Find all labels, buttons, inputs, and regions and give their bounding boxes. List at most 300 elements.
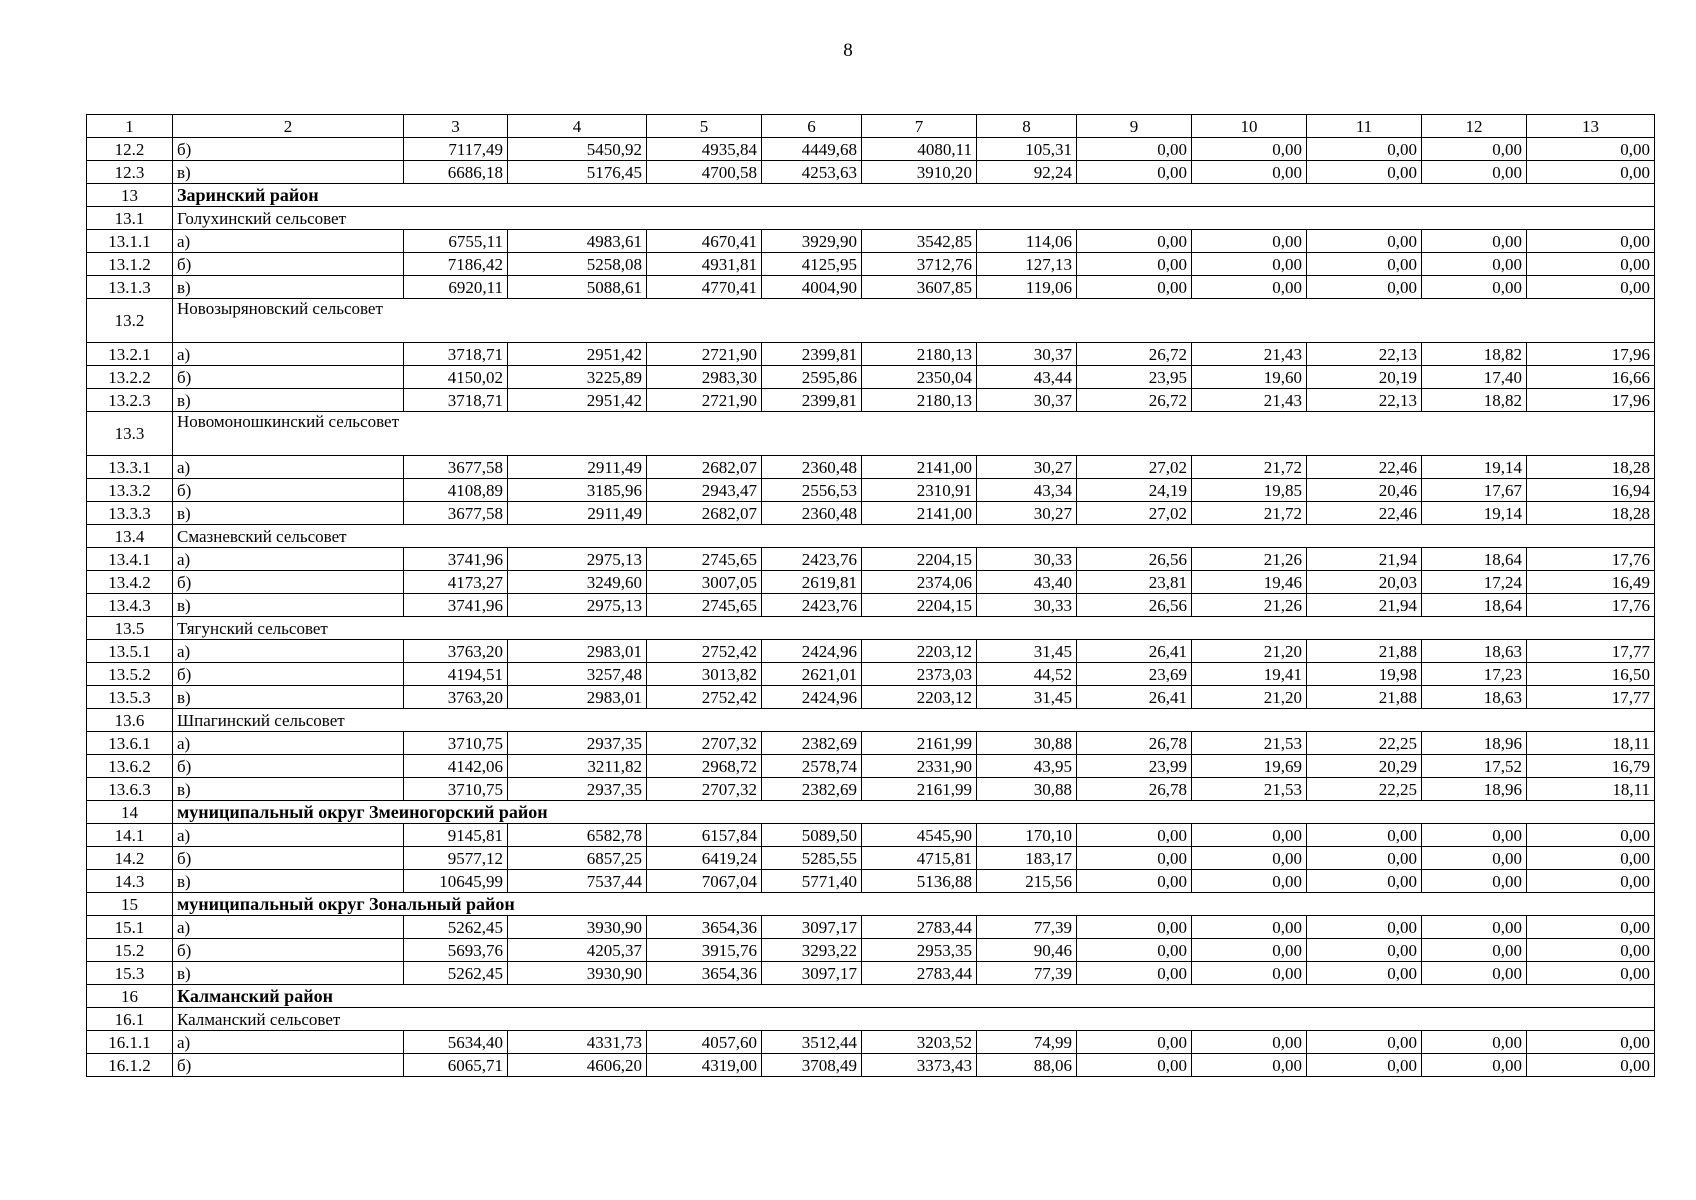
table-row (87, 939, 1655, 962)
table-row (87, 824, 1655, 847)
header-cell: 4 (508, 115, 647, 138)
value-cell: 183,17 (977, 847, 1077, 870)
value-cell: 43,44 (977, 366, 1077, 389)
value-cell: 2424,96 (762, 686, 862, 709)
value-cell: 2423,76 (762, 548, 862, 571)
value-cell: 0,00 (1077, 916, 1192, 939)
value-cell: 6157,84 (647, 824, 762, 847)
value-cell: 0,00 (1077, 824, 1192, 847)
section-title-cell: Калманский район (173, 985, 1655, 1008)
value-cell: 4194,51 (404, 663, 508, 686)
value-cell: 2399,81 (762, 343, 862, 366)
value-cell: 3741,96 (404, 594, 508, 617)
row-number-cell: 13.3.1 (87, 456, 173, 479)
value-cell: 2783,44 (862, 962, 977, 985)
value-cell: 24,19 (1077, 479, 1192, 502)
row-number-cell: 13.5.3 (87, 686, 173, 709)
row-number-cell: 14.3 (87, 870, 173, 893)
value-cell: 30,33 (977, 594, 1077, 617)
tariff-table (86, 114, 1655, 1077)
value-cell: 3257,48 (508, 663, 647, 686)
value-cell: 0,00 (1527, 276, 1655, 299)
table-row (87, 962, 1655, 985)
row-name-cell: в) (173, 276, 404, 299)
value-cell: 74,99 (977, 1031, 1077, 1054)
value-cell: 22,13 (1307, 343, 1422, 366)
row-name-cell: в) (173, 594, 404, 617)
row-number-cell: 13.4.2 (87, 571, 173, 594)
value-cell: 0,00 (1527, 962, 1655, 985)
value-cell: 26,41 (1077, 640, 1192, 663)
value-cell: 23,99 (1077, 755, 1192, 778)
row-number-cell: 16 (87, 985, 173, 1008)
value-cell: 31,45 (977, 640, 1077, 663)
table-row (87, 230, 1655, 253)
table-row (87, 686, 1655, 709)
table-row (87, 389, 1655, 412)
value-cell: 3710,75 (404, 778, 508, 801)
value-cell: 16,49 (1527, 571, 1655, 594)
subsection-row (87, 412, 1655, 456)
value-cell: 4080,11 (862, 138, 977, 161)
value-cell: 20,19 (1307, 366, 1422, 389)
table-row (87, 640, 1655, 663)
value-cell: 26,56 (1077, 548, 1192, 571)
value-cell: 4108,89 (404, 479, 508, 502)
row-name-cell: в) (173, 389, 404, 412)
row-number-cell: 14 (87, 801, 173, 824)
table-row (87, 502, 1655, 525)
row-number-cell: 13.1.1 (87, 230, 173, 253)
row-number-cell: 13.3.3 (87, 502, 173, 525)
value-cell: 0,00 (1527, 1054, 1655, 1077)
table-row (87, 870, 1655, 893)
value-cell: 0,00 (1422, 939, 1527, 962)
value-cell: 4449,68 (762, 138, 862, 161)
value-cell: 30,33 (977, 548, 1077, 571)
value-cell: 2180,13 (862, 389, 977, 412)
value-cell: 17,96 (1527, 389, 1655, 412)
value-cell: 17,77 (1527, 640, 1655, 663)
value-cell: 2204,15 (862, 548, 977, 571)
value-cell: 2203,12 (862, 640, 977, 663)
value-cell: 6065,71 (404, 1054, 508, 1077)
row-number-cell: 13.3 (87, 412, 173, 456)
value-cell: 77,39 (977, 916, 1077, 939)
value-cell: 7067,04 (647, 870, 762, 893)
row-name-cell: в) (173, 778, 404, 801)
value-cell: 2382,69 (762, 778, 862, 801)
table-row (87, 479, 1655, 502)
row-name-cell: а) (173, 456, 404, 479)
value-cell: 19,69 (1192, 755, 1307, 778)
value-cell: 0,00 (1307, 230, 1422, 253)
value-cell: 3741,96 (404, 548, 508, 571)
row-number-cell: 15 (87, 893, 173, 916)
value-cell: 4931,81 (647, 253, 762, 276)
row-name-cell: а) (173, 732, 404, 755)
value-cell: 0,00 (1192, 962, 1307, 985)
value-cell: 0,00 (1307, 161, 1422, 184)
value-cell: 2975,13 (508, 548, 647, 571)
value-cell: 2951,42 (508, 389, 647, 412)
value-cell: 9145,81 (404, 824, 508, 847)
value-cell: 2310,91 (862, 479, 977, 502)
value-cell: 0,00 (1422, 138, 1527, 161)
value-cell: 2331,90 (862, 755, 977, 778)
row-name-cell: а) (173, 916, 404, 939)
value-cell: 0,00 (1192, 138, 1307, 161)
value-cell: 3512,44 (762, 1031, 862, 1054)
value-cell: 0,00 (1422, 253, 1527, 276)
value-cell: 0,00 (1077, 870, 1192, 893)
value-cell: 18,64 (1422, 594, 1527, 617)
row-name-cell: б) (173, 663, 404, 686)
value-cell: 4983,61 (508, 230, 647, 253)
value-cell: 19,60 (1192, 366, 1307, 389)
header-cell: 3 (404, 115, 508, 138)
value-cell: 30,37 (977, 389, 1077, 412)
value-cell: 2983,30 (647, 366, 762, 389)
value-cell: 2707,32 (647, 732, 762, 755)
value-cell: 19,41 (1192, 663, 1307, 686)
value-cell: 2374,06 (862, 571, 977, 594)
value-cell: 0,00 (1307, 962, 1422, 985)
value-cell: 0,00 (1077, 1054, 1192, 1077)
value-cell: 18,82 (1422, 343, 1527, 366)
section-row (87, 893, 1655, 916)
value-cell: 27,02 (1077, 456, 1192, 479)
value-cell: 2619,81 (762, 571, 862, 594)
value-cell: 3249,60 (508, 571, 647, 594)
value-cell: 31,45 (977, 686, 1077, 709)
value-cell: 4004,90 (762, 276, 862, 299)
value-cell: 22,46 (1307, 456, 1422, 479)
row-name-cell: в) (173, 870, 404, 893)
page-number: 8 (843, 40, 853, 61)
subsection-row (87, 525, 1655, 548)
header-cell: 5 (647, 115, 762, 138)
row-number-cell: 13.2.1 (87, 343, 173, 366)
value-cell: 0,00 (1077, 230, 1192, 253)
value-cell: 0,00 (1422, 824, 1527, 847)
row-name-cell: б) (173, 847, 404, 870)
value-cell: 3930,90 (508, 962, 647, 985)
value-cell: 5258,08 (508, 253, 647, 276)
value-cell: 18,63 (1422, 640, 1527, 663)
value-cell: 2141,00 (862, 456, 977, 479)
header-cell: 9 (1077, 115, 1192, 138)
value-cell: 3097,17 (762, 962, 862, 985)
value-cell: 6755,11 (404, 230, 508, 253)
row-number-cell: 15.3 (87, 962, 173, 985)
value-cell: 19,14 (1422, 456, 1527, 479)
value-cell: 0,00 (1192, 939, 1307, 962)
value-cell: 3718,71 (404, 389, 508, 412)
value-cell: 17,52 (1422, 755, 1527, 778)
row-number-cell: 13.6.3 (87, 778, 173, 801)
value-cell: 4670,41 (647, 230, 762, 253)
header-cell: 2 (173, 115, 404, 138)
value-cell: 22,25 (1307, 778, 1422, 801)
value-cell: 4173,27 (404, 571, 508, 594)
row-number-cell: 13.5 (87, 617, 173, 640)
value-cell: 0,00 (1307, 824, 1422, 847)
value-cell: 2360,48 (762, 456, 862, 479)
row-number-cell: 13.1.3 (87, 276, 173, 299)
row-number-cell: 13 (87, 184, 173, 207)
value-cell: 3763,20 (404, 686, 508, 709)
value-cell: 5176,45 (508, 161, 647, 184)
value-cell: 0,00 (1527, 870, 1655, 893)
value-cell: 0,00 (1422, 1054, 1527, 1077)
value-cell: 0,00 (1307, 870, 1422, 893)
value-cell: 2578,74 (762, 755, 862, 778)
value-cell: 21,94 (1307, 594, 1422, 617)
value-cell: 2951,42 (508, 343, 647, 366)
value-cell: 2983,01 (508, 640, 647, 663)
value-cell: 0,00 (1527, 161, 1655, 184)
value-cell: 0,00 (1307, 276, 1422, 299)
value-cell: 4125,95 (762, 253, 862, 276)
header-cell: 1 (87, 115, 173, 138)
value-cell: 21,72 (1192, 456, 1307, 479)
value-cell: 0,00 (1307, 939, 1422, 962)
value-cell: 10645,99 (404, 870, 508, 893)
table-row (87, 732, 1655, 755)
row-number-cell: 14.1 (87, 824, 173, 847)
value-cell: 3013,82 (647, 663, 762, 686)
value-cell: 19,14 (1422, 502, 1527, 525)
row-number-cell: 13.2 (87, 299, 173, 343)
value-cell: 119,06 (977, 276, 1077, 299)
value-cell: 0,00 (1077, 161, 1192, 184)
row-number-cell: 16.1.1 (87, 1031, 173, 1054)
value-cell: 2360,48 (762, 502, 862, 525)
table-body (87, 115, 1655, 1077)
value-cell: 6582,78 (508, 824, 647, 847)
header-cell: 6 (762, 115, 862, 138)
value-cell: 2161,99 (862, 732, 977, 755)
row-number-cell: 12.3 (87, 161, 173, 184)
value-cell: 3718,71 (404, 343, 508, 366)
value-cell: 30,27 (977, 502, 1077, 525)
value-cell: 26,78 (1077, 732, 1192, 755)
value-cell: 0,00 (1192, 847, 1307, 870)
value-cell: 3654,36 (647, 916, 762, 939)
value-cell: 18,96 (1422, 778, 1527, 801)
row-number-cell: 14.2 (87, 847, 173, 870)
value-cell: 20,46 (1307, 479, 1422, 502)
value-cell: 0,00 (1527, 230, 1655, 253)
value-cell: 3203,52 (862, 1031, 977, 1054)
table-row (87, 161, 1655, 184)
value-cell: 0,00 (1307, 847, 1422, 870)
value-cell: 0,00 (1307, 138, 1422, 161)
table-row (87, 138, 1655, 161)
value-cell: 0,00 (1077, 138, 1192, 161)
value-cell: 26,78 (1077, 778, 1192, 801)
value-cell: 5771,40 (762, 870, 862, 893)
value-cell: 18,64 (1422, 548, 1527, 571)
subsection-row (87, 617, 1655, 640)
value-cell: 18,11 (1527, 732, 1655, 755)
value-cell: 4253,63 (762, 161, 862, 184)
value-cell: 2180,13 (862, 343, 977, 366)
value-cell: 77,39 (977, 962, 1077, 985)
value-cell: 3677,58 (404, 502, 508, 525)
value-cell: 30,37 (977, 343, 1077, 366)
value-cell: 0,00 (1307, 253, 1422, 276)
table-row (87, 916, 1655, 939)
value-cell: 5089,50 (762, 824, 862, 847)
value-cell: 26,41 (1077, 686, 1192, 709)
value-cell: 0,00 (1192, 276, 1307, 299)
row-name-cell: а) (173, 343, 404, 366)
value-cell: 2621,01 (762, 663, 862, 686)
table-row (87, 571, 1655, 594)
value-cell: 26,72 (1077, 389, 1192, 412)
value-cell: 2968,72 (647, 755, 762, 778)
value-cell: 16,94 (1527, 479, 1655, 502)
value-cell: 3607,85 (862, 276, 977, 299)
value-cell: 3373,43 (862, 1054, 977, 1077)
row-number-cell: 15.1 (87, 916, 173, 939)
value-cell: 215,56 (977, 870, 1077, 893)
row-number-cell: 13.4.1 (87, 548, 173, 571)
value-cell: 43,34 (977, 479, 1077, 502)
value-cell: 17,77 (1527, 686, 1655, 709)
value-cell: 18,11 (1527, 778, 1655, 801)
value-cell: 27,02 (1077, 502, 1192, 525)
value-cell: 4715,81 (862, 847, 977, 870)
row-name-cell: а) (173, 1031, 404, 1054)
value-cell: 21,53 (1192, 778, 1307, 801)
value-cell: 2937,35 (508, 778, 647, 801)
value-cell: 30,88 (977, 732, 1077, 755)
value-cell: 0,00 (1422, 161, 1527, 184)
value-cell: 17,23 (1422, 663, 1527, 686)
table-row (87, 343, 1655, 366)
value-cell: 3225,89 (508, 366, 647, 389)
value-cell: 3097,17 (762, 916, 862, 939)
value-cell: 17,24 (1422, 571, 1527, 594)
value-cell: 5285,55 (762, 847, 862, 870)
value-cell: 18,82 (1422, 389, 1527, 412)
value-cell: 2203,12 (862, 686, 977, 709)
value-cell: 0,00 (1077, 847, 1192, 870)
value-cell: 0,00 (1527, 939, 1655, 962)
row-number-cell: 13.1.2 (87, 253, 173, 276)
value-cell: 4331,73 (508, 1031, 647, 1054)
value-cell: 6686,18 (404, 161, 508, 184)
row-number-cell: 13.6.2 (87, 755, 173, 778)
value-cell: 16,50 (1527, 663, 1655, 686)
row-name-cell: б) (173, 571, 404, 594)
value-cell: 3293,22 (762, 939, 862, 962)
value-cell: 2911,49 (508, 502, 647, 525)
value-cell: 0,00 (1077, 962, 1192, 985)
value-cell: 2983,01 (508, 686, 647, 709)
value-cell: 2721,90 (647, 343, 762, 366)
value-cell: 4606,20 (508, 1054, 647, 1077)
value-cell: 0,00 (1192, 870, 1307, 893)
value-cell: 19,85 (1192, 479, 1307, 502)
value-cell: 0,00 (1527, 916, 1655, 939)
value-cell: 6920,11 (404, 276, 508, 299)
value-cell: 0,00 (1422, 847, 1527, 870)
value-cell: 127,13 (977, 253, 1077, 276)
value-cell: 114,06 (977, 230, 1077, 253)
value-cell: 4700,58 (647, 161, 762, 184)
value-cell: 23,69 (1077, 663, 1192, 686)
subsection-row (87, 709, 1655, 732)
subsection-row (87, 1008, 1655, 1031)
row-name-cell: б) (173, 939, 404, 962)
value-cell: 92,24 (977, 161, 1077, 184)
value-cell: 3763,20 (404, 640, 508, 663)
value-cell: 18,28 (1527, 502, 1655, 525)
value-cell: 2682,07 (647, 456, 762, 479)
header-cell: 12 (1422, 115, 1527, 138)
value-cell: 3915,76 (647, 939, 762, 962)
value-cell: 3542,85 (862, 230, 977, 253)
row-number-cell: 13.5.1 (87, 640, 173, 663)
value-cell: 88,06 (977, 1054, 1077, 1077)
value-cell: 26,72 (1077, 343, 1192, 366)
value-cell: 3710,75 (404, 732, 508, 755)
row-number-cell: 13.1 (87, 207, 173, 230)
table-row (87, 456, 1655, 479)
value-cell: 0,00 (1307, 1054, 1422, 1077)
row-number-cell: 12.2 (87, 138, 173, 161)
value-cell: 7186,42 (404, 253, 508, 276)
value-cell: 2682,07 (647, 502, 762, 525)
value-cell: 2204,15 (862, 594, 977, 617)
value-cell: 6857,25 (508, 847, 647, 870)
value-cell: 3712,76 (862, 253, 977, 276)
table-row (87, 847, 1655, 870)
row-name-cell: в) (173, 161, 404, 184)
value-cell: 3007,05 (647, 571, 762, 594)
table-row (87, 253, 1655, 276)
row-name-cell: Новозыряновский сельсовет (173, 299, 1655, 343)
value-cell: 4205,37 (508, 939, 647, 962)
value-cell: 5634,40 (404, 1031, 508, 1054)
value-cell: 18,28 (1527, 456, 1655, 479)
value-cell: 44,52 (977, 663, 1077, 686)
value-cell: 0,00 (1192, 1031, 1307, 1054)
table-row (87, 276, 1655, 299)
row-name-cell: Калманский сельсовет (173, 1008, 1655, 1031)
row-number-cell: 13.2.3 (87, 389, 173, 412)
value-cell: 3185,96 (508, 479, 647, 502)
value-cell: 0,00 (1077, 1031, 1192, 1054)
section-title-cell: муниципальный округ Змеиногорский район (173, 801, 1655, 824)
value-cell: 0,00 (1192, 161, 1307, 184)
value-cell: 0,00 (1422, 962, 1527, 985)
value-cell: 0,00 (1422, 230, 1527, 253)
value-cell: 0,00 (1422, 276, 1527, 299)
row-name-cell: Тягунский сельсовет (173, 617, 1655, 640)
value-cell: 6419,24 (647, 847, 762, 870)
row-name-cell: б) (173, 755, 404, 778)
value-cell: 21,43 (1192, 343, 1307, 366)
value-cell: 21,20 (1192, 686, 1307, 709)
value-cell: 2745,65 (647, 548, 762, 571)
value-cell: 23,81 (1077, 571, 1192, 594)
section-row (87, 184, 1655, 207)
